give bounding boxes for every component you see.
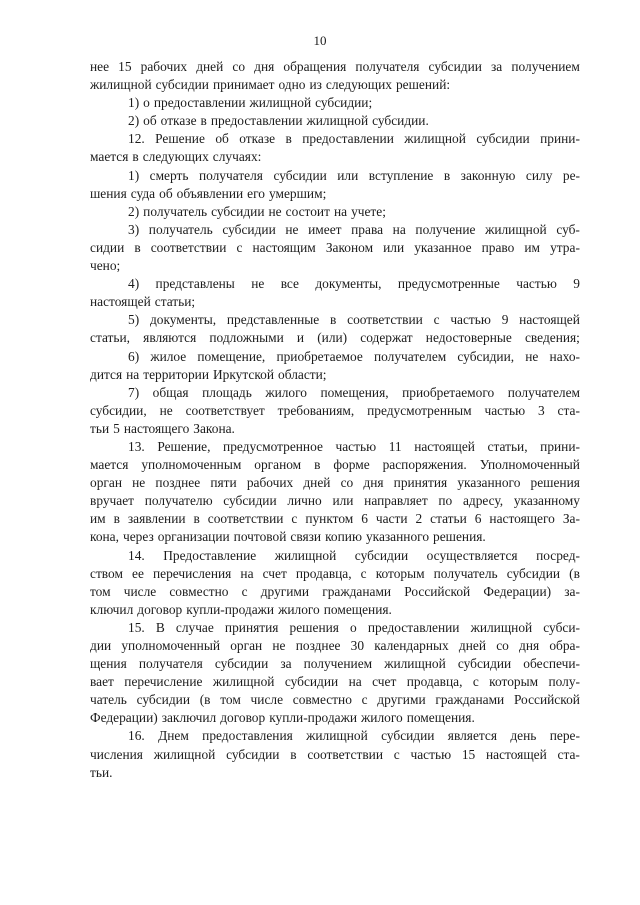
document-body bbox=[90, 58, 580, 782]
text-line: 1) о предоставлении жилищной субсидии; bbox=[128, 95, 373, 111]
text-line: дится на территории Иркутской области; bbox=[90, 366, 327, 382]
text-line: 12. Решение об отказе в предоставлении жилищной субсидии прини- bbox=[128, 131, 580, 147]
text-line: тьи. bbox=[90, 764, 113, 780]
text-line: тьи 5 настоящего Закона. bbox=[90, 420, 235, 436]
text-line: числения жилищной субсидии в соответствии с частью 15 настоящей ста- bbox=[90, 746, 580, 762]
text-line: чатель субсидии (в том числе совместно с другими гражданами Российской bbox=[90, 692, 580, 708]
text-line: 15. В случае принятия решения о предоставлении жилищной субси- bbox=[128, 619, 580, 635]
text-line: им в заявлении в соответствии с пунктом 6 части 2 статьи 6 настоящего За- bbox=[90, 511, 580, 527]
text-line: мается в следующих случаях: bbox=[90, 149, 262, 165]
text-line: шения суда об объявлении его умершим; bbox=[90, 185, 327, 201]
text-line: 3) получатель субсидии не имеет права на получение жилищной суб- bbox=[128, 221, 580, 237]
text-line: ключил договор купли-продажи жилого помещения. bbox=[90, 601, 392, 617]
text-line: сидии в соответствии с настоящим Законом или указанное право им утра- bbox=[90, 239, 580, 255]
text-line: 14. Предоставление жилищной субсидии осуществляется посред- bbox=[128, 547, 580, 563]
text-line: вает перечисление жилищной субсидии на счет продавца, с которым полу- bbox=[90, 674, 580, 690]
text-line: том числе совместно с другими гражданами Российской Федерации) за- bbox=[90, 583, 580, 599]
text-line: мается уполномоченным органом в форме распоряжения. Уполномоченный bbox=[90, 457, 580, 473]
text-line: статьи, являются подложными и (или) содержат недостоверные сведения; bbox=[90, 330, 580, 346]
text-line: 2) получатель субсидии не состоит на учете; bbox=[128, 203, 386, 219]
page-number: 10 bbox=[313, 33, 327, 48]
text-line: 1) смерть получателя субсидии или вступление в законную силу ре- bbox=[128, 167, 580, 183]
text-line: орган не позднее пяти рабочих дней со дня принятия указанного решения bbox=[90, 475, 580, 491]
text-line: 13. Решение, предусмотренное частью 11 настоящей статьи, прини- bbox=[128, 438, 580, 454]
text-line: вручает получателю субсидии лично или направляет по адресу, указанному bbox=[90, 493, 580, 509]
text-line: 2) об отказе в предоставлении жилищной субсидии. bbox=[128, 113, 429, 129]
text-line: нее 15 рабочих дней со дня обращения получателя субсидии за получением bbox=[90, 59, 580, 74]
text-line: чено; bbox=[90, 258, 121, 274]
text-line: Федерации) заключил договор купли-продажи жилого помещения. bbox=[90, 710, 475, 726]
text-line: ством ее перечисления на счет продавца, с которым получатель субсидии (в bbox=[90, 565, 580, 581]
text-line: субсидии, не соответствует требованиям, предусмотренным частью 3 ста- bbox=[90, 402, 580, 418]
text-line: щения получателя субсидии за получением жилищной субсидии обеспечи- bbox=[90, 656, 580, 672]
text-line: 16. Днем предоставления жилищной субсидии является день пере- bbox=[128, 728, 580, 744]
text-line: жилищной субсидии принимает одно из следующих решений: bbox=[90, 77, 451, 93]
text-line: настоящей статьи; bbox=[90, 294, 196, 310]
text-line: 5) документы, представленные в соответствии с частью 9 настоящей bbox=[128, 312, 580, 328]
text-line: 4) представлены не все документы, предусмотренные частью 9 bbox=[128, 276, 580, 292]
text-line: кона, через организации почтовой связи копию указанного решения. bbox=[90, 529, 486, 545]
text-line: дии уполномоченный орган не позднее 30 календарных дней со дня обра- bbox=[90, 638, 580, 653]
text-line: 6) жилое помещение, приобретаемое получателем субсидии, не нахо- bbox=[128, 348, 580, 364]
text-line: 7) общая площадь жилого помещения, приобретаемого получателем bbox=[128, 384, 580, 400]
